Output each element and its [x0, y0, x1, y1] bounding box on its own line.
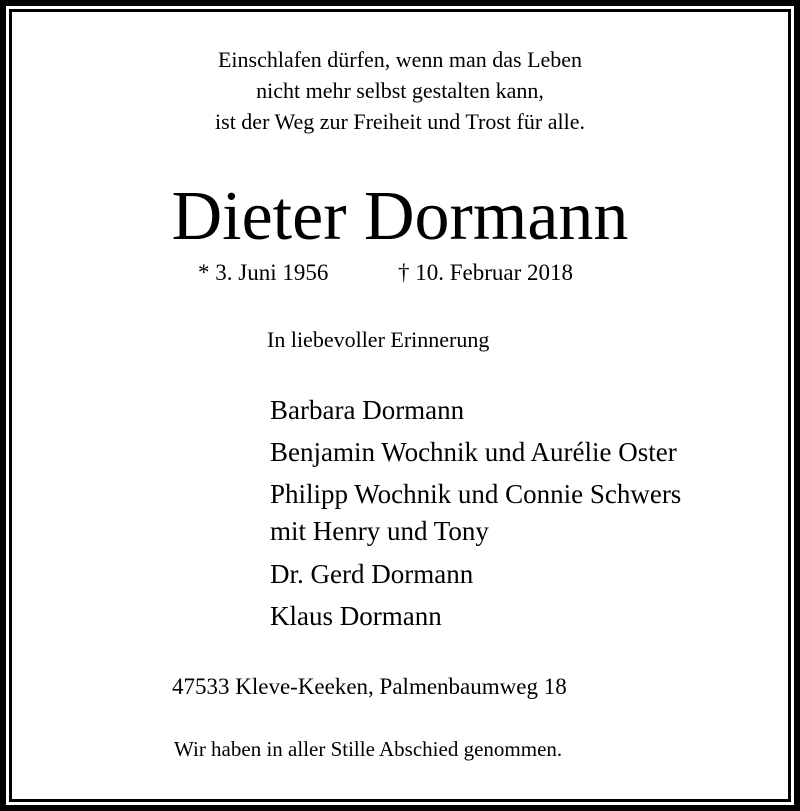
- mourner: Klaus Dormann: [270, 601, 442, 631]
- farewell-line: Wir haben in aller Stille Abschied genommen.: [174, 737, 563, 761]
- birth-date: * 3. Juni 1956: [198, 260, 329, 285]
- quote-line: ist der Weg zur Freiheit und Trost für alle.: [215, 109, 585, 134]
- deceased-name: Dieter Dormann: [171, 178, 629, 255]
- mourner: Benjamin Wochnik und Aurélie Oster: [270, 437, 677, 467]
- quote-line: Einschlafen dürfen, wenn man das Leben: [217, 47, 583, 72]
- mourner: Dr. Gerd Dormann: [270, 559, 474, 589]
- mourner: Barbara Dormann: [270, 395, 465, 425]
- mourner: Philipp Wochnik und Connie Schwers: [270, 479, 682, 509]
- mourner: mit Henry und Tony: [270, 516, 489, 546]
- quote-line: nicht mehr selbst gestalten kann,: [256, 78, 544, 103]
- death-date: † 10. Februar 2018: [398, 260, 574, 285]
- memory-line: In liebevoller Erinnerung: [267, 327, 490, 352]
- address: 47533 Kleve-Keeken, Palmenbaumweg 18: [172, 674, 567, 699]
